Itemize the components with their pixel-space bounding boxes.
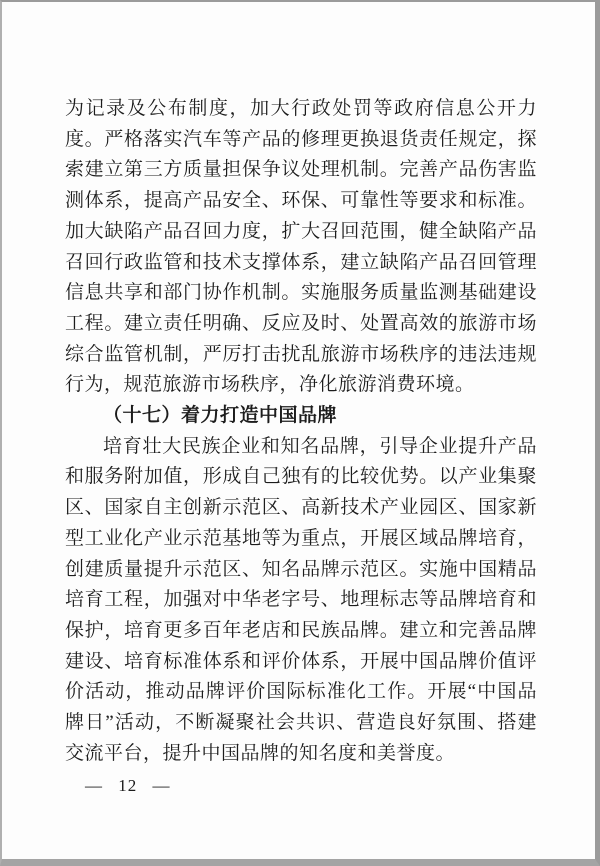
page-body: [65, 94, 537, 769]
section-heading: （十七）着力打造中国品牌: [103, 405, 338, 427]
paragraph-body: 培育壮大民族企业和知名品牌，引导企业提升产品和服务附加值，形成自己独有的比较优势。以产业集聚区、国家自主创新示范区、高新技术产业园区、国家新型工业化产业示范基地等为重点，开展区域品牌培育，创建质量提升示范区、知名品牌示范区。实施中国精品培育工程，加强对中华老字号、地理标志等品牌培育和保护，培育更多百年老店和民族品牌。建立和完善品牌建设、培育标准体系和评价体系，开展中国品牌价值评价活动，推动品牌评价国际标准化工作。开展“中国品牌日”活动，不断凝聚社会共识、营造良好氛围、搭建交流平台，提升中国品牌的知名度和美誉度。: [65, 435, 537, 764]
page-number: — 12 —: [85, 776, 171, 795]
paragraph-continued: 为记录及公布制度，加大行政处罚等政府信息公开力度。严格落实汽车等产品的修理更换退货责任规定，探索建立第三方质量担保争议处理机制。完善产品伤害监测体系，提高产品安全、环保、可靠性等要求和标准。加大缺陷产品召回力度，扩大召回范围，健全缺陷产品召回行政监管和技术支撑体系，建立缺陷产品召回管理信息共享和部门协作机制。实施服务质量监测基础建设工程。建立责任明确、反应及时、处置高效的旅游市场综合监管机制，严厉打击扰乱旅游市场秩序的违法违规行为，规范旅游市场秩序，净化旅游消费环境。: [65, 98, 537, 396]
